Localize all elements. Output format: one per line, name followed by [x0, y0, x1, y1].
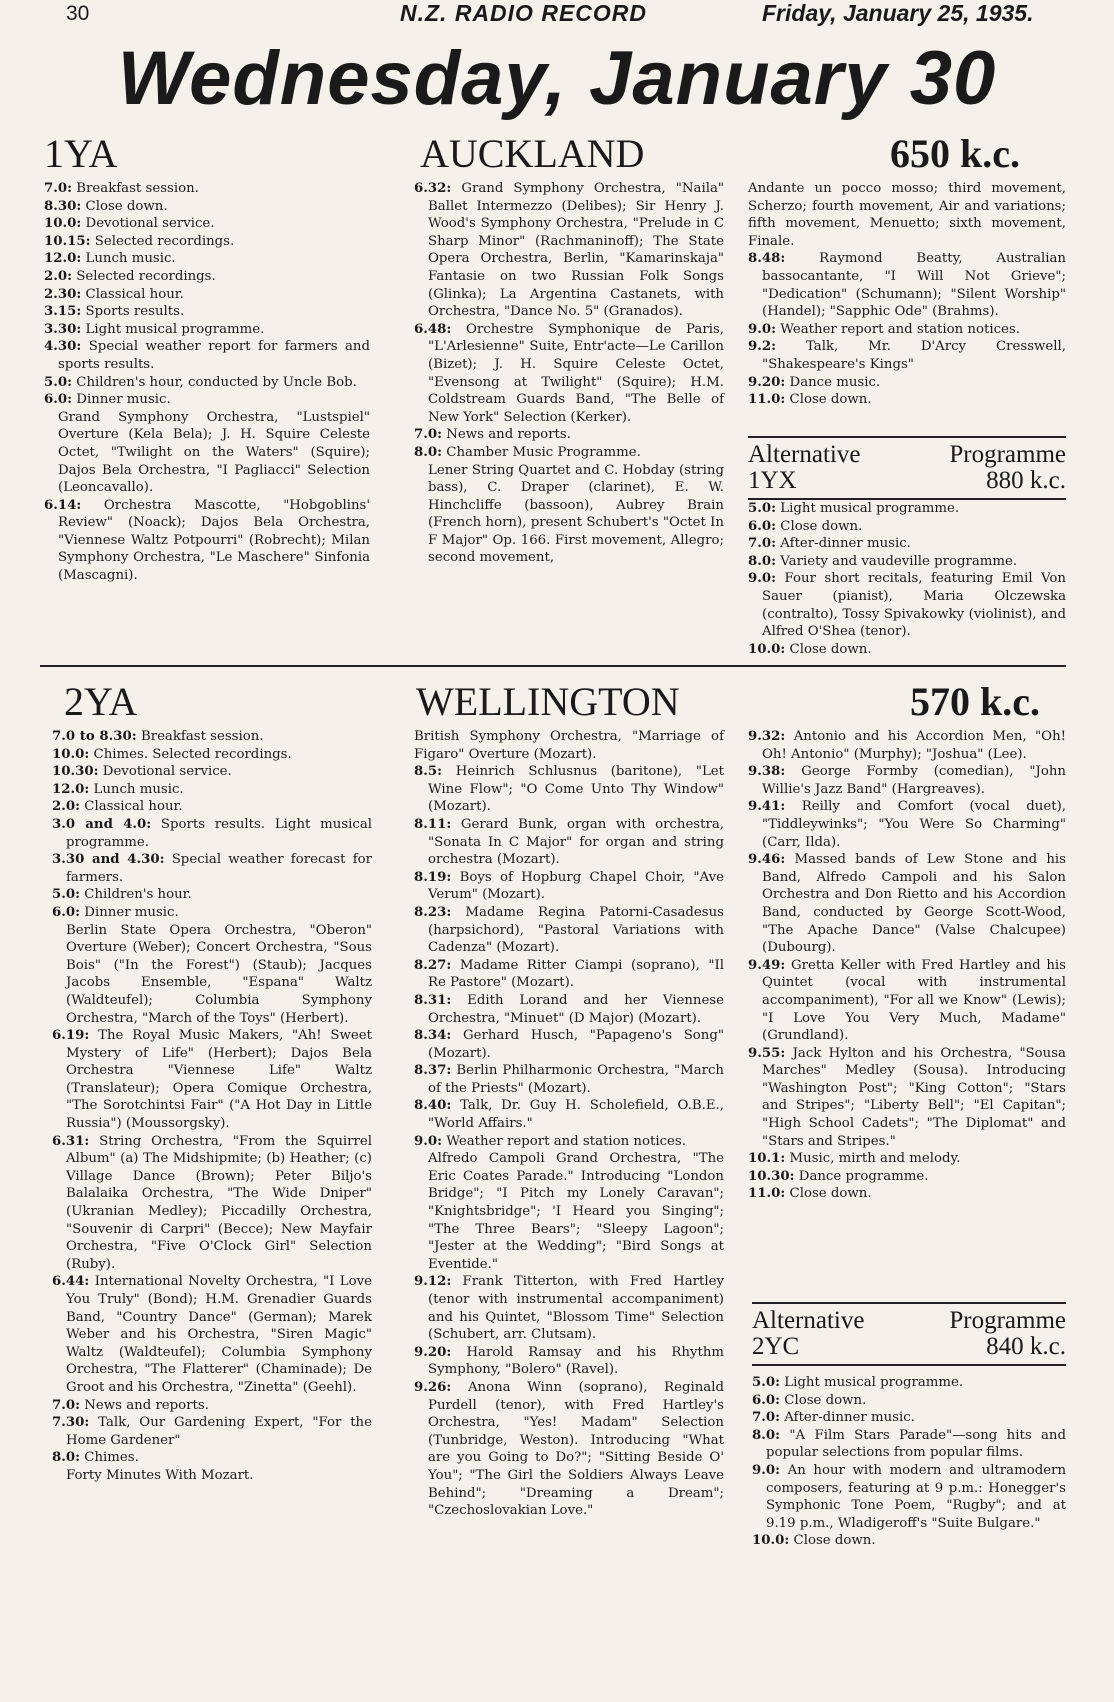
station-2ya-call: 2YA [64, 679, 138, 724]
entry-time: 6.0: [752, 1392, 781, 1408]
entry-text: Selected recordings. [76, 268, 216, 284]
entry-time: 9.41: [748, 799, 786, 815]
schedule-entry [414, 1027, 724, 1062]
entry-time: 2.0: [44, 268, 73, 284]
entry-time: 9.2: [748, 339, 777, 355]
schedule-entry [44, 497, 370, 585]
schedule-column-2yc [752, 1374, 1066, 1550]
schedule-column-2ya-1 [52, 728, 372, 1485]
entry-text: Anona Winn (soprano), Reginald Purdell (tenor), with Fred Hartley's Orchestra, "Yes! Madam" Selection (Tunbridge, Weston). Introducing "What are you Going to Do?"; "Sitting Beside O' You"; "The Girl the Soldiers Always Leave Behind"; "Dreaming a Dream"; "Czechoslovakian Love." [428, 1379, 724, 1519]
entry-time: 2.30: [44, 286, 82, 302]
entry-time: 6.31: [52, 1133, 90, 1149]
entry-time: 9.38: [748, 764, 786, 780]
entry-text: Madame Ritter Ciampi (soprano), "Il Re Pastore" (Mozart). [428, 957, 725, 991]
entry-text: Orchestre Symphonique de Paris, "L'Arlesienne" Suite, Entr'acte—Le Carillon (Bizet); J. H. Squire Celeste Octet, "Evensong at Twilight" (Squire); H.M. Coldstream Guards Band, "The Belle of New York" Selection (Kerker). [428, 321, 724, 425]
schedule-entry [52, 763, 372, 781]
entry-time: 10.15: [44, 233, 91, 249]
alt-freq: 880 k.c. [986, 467, 1066, 494]
entry-text: Music, mirth and melody. [789, 1151, 961, 1167]
entry-time: 9.46: [748, 852, 786, 868]
entry-time: 10.0: [44, 216, 82, 232]
schedule-entry [414, 1150, 724, 1273]
schedule-entry [52, 1273, 372, 1396]
page-header [0, 0, 1114, 32]
schedule-entry [752, 1462, 1066, 1532]
schedule-entry [52, 798, 372, 816]
entry-time: 7.0: [52, 1397, 81, 1413]
alt-label: Alternative [748, 441, 861, 468]
station-2ya-freq: 570 k.c. [910, 679, 1040, 724]
schedule-entry [52, 1449, 372, 1467]
entry-time: 5.0: [44, 374, 73, 390]
schedule-entry [44, 250, 370, 268]
entry-text: Devotional service. [85, 216, 215, 232]
entry-time: 7.0 to 8.30: [52, 729, 137, 744]
schedule-entry [52, 1133, 372, 1274]
entry-time: 9.49: [748, 957, 786, 973]
schedule-entry [414, 462, 724, 568]
entry-text: Chamber Music Programme. [446, 444, 641, 460]
entry-time: 7.0: [414, 427, 443, 443]
entry-time: 8.40: [414, 1098, 452, 1114]
entry-text: Talk, Our Gardening Expert, "For the Home Gardener" [66, 1415, 372, 1448]
entry-text: Chimes. [84, 1450, 139, 1466]
schedule-entry [44, 303, 370, 321]
entry-text: Close down. [780, 518, 863, 534]
entry-time: 10.30: [52, 764, 99, 780]
schedule-entry [52, 746, 372, 764]
schedule-entry [52, 1414, 372, 1449]
schedule-entry [414, 869, 724, 904]
entry-time: 5.0: [752, 1375, 781, 1390]
entry-time: 8.0: [414, 444, 443, 460]
schedule-entry [752, 1427, 1066, 1462]
entry-text: Light musical programme. [85, 321, 265, 337]
entry-time: 9.26: [414, 1379, 452, 1395]
alt-label: Alternative [752, 1307, 865, 1334]
schedule-entry [414, 728, 724, 763]
entry-time: 7.0: [748, 536, 777, 552]
schedule-entry [52, 1467, 372, 1485]
entry-time: 9.12: [414, 1274, 452, 1290]
entry-time: 11.0: [748, 392, 786, 408]
entry-text: Madame Regina Patorni-Casadesus (harpsichord), "Pastoral Variations with Cadenza" (Mozart). [428, 904, 724, 956]
schedule-entry [44, 338, 370, 373]
entry-time: 3.30: [44, 321, 82, 337]
entry-text: Chimes. Selected recordings. [93, 746, 292, 762]
entry-time: 10.0: [52, 746, 90, 762]
entry-text: Gerhard Husch, "Papageno's Song" (Mozart). [428, 1028, 724, 1061]
entry-text: Dinner music. [76, 392, 171, 408]
entry-text: Reilly and Comfort (vocal duet), "Tiddleywinks"; "You Were So Charming" (Carr, Ilda). [762, 799, 1066, 850]
schedule-column-1yx [748, 500, 1066, 658]
alt-programme-2yc [752, 1302, 1066, 1366]
entry-time: 8.31: [414, 992, 452, 1008]
entry-text: "A Film Stars Parade"—song hits and popular selections from popular films. [766, 1427, 1067, 1461]
entry-time: 8.34: [414, 1028, 452, 1044]
schedule-entry [748, 1150, 1066, 1168]
schedule-entry [748, 180, 1066, 250]
alt-programme-1yx [748, 436, 1066, 500]
entry-time: 5.0: [52, 887, 81, 903]
entry-text: Devotional service. [102, 764, 232, 780]
entry-text: News and reports. [84, 1397, 209, 1413]
entry-text: Frank Titterton, with Fred Hartley (tenor with instrumental accompaniment) and his Quintet, "Blossom Time" Selection (Schubert, arr. Clutsam). [428, 1274, 725, 1343]
station-2ya-city: WELLINGTON [416, 679, 680, 724]
schedule-entry [748, 535, 1066, 553]
station-1ya-city: AUCKLAND [420, 131, 645, 176]
schedule-entry [752, 1532, 1066, 1550]
schedule-entry [748, 250, 1066, 320]
alt-call: 2YC [752, 1333, 800, 1360]
schedule-entry [748, 500, 1066, 518]
alt-label-2: Programme [949, 441, 1066, 468]
schedule-entry [748, 321, 1066, 339]
entry-time: 7.30: [52, 1415, 90, 1431]
entry-time: 9.0: [414, 1133, 443, 1149]
entry-time: 8.0: [752, 1427, 781, 1443]
entry-text: Alfredo Campoli Grand Orchestra, "The Eric Coates Parade." Introducing "London Bridge"; "I Pitch my Lonely Caravan"; "Knightsbridge"; 'I Heard you Singing"; "The Three Bears"; "Sleepy Lagoon"; "Jester at the Wedding"; "Bird Songs at Eventide." [428, 1151, 724, 1272]
schedule-entry [748, 518, 1066, 536]
entry-text: After-dinner music. [780, 536, 911, 552]
entry-time: 9.0: [752, 1462, 781, 1478]
entry-text: Close down. [789, 1186, 872, 1202]
schedule-entry [748, 763, 1066, 798]
entry-time: 6.0: [44, 392, 73, 408]
entry-text: Raymond Beatty, Australian bassocantante, "I Will Not Grieve"; "Dedication" (Schumann); "Silent Worship" (Handel); "Sapphic Ode" (Brahms). [762, 251, 1066, 320]
entry-text: Heinrich Schlusnus (baritone), "Let Wine Flow"; "O Come Unto Thy Window" (Mozart). [428, 764, 724, 815]
schedule-entry [414, 1133, 724, 1151]
entry-time: 8.0: [748, 553, 777, 569]
schedule-entry [748, 851, 1066, 957]
entry-text: Orchestra Mascotte, "Hobgoblins' Review" (Noack); Dajos Bela Orchestra, "Viennese Waltz Potpourri" (Robrecht); Milan Symphony Orchestra, "Le Maschere" Sinfonia (Mascagni). [58, 497, 371, 584]
schedule-entry [44, 215, 370, 233]
entry-text: Breakfast session. [76, 181, 199, 196]
entry-time: 6.48: [414, 321, 452, 337]
entry-text: Variety and vaudeville programme. [780, 553, 1018, 569]
entry-text: Boys of Hopburg Chapel Choir, "Ave Verum" (Mozart). [428, 869, 724, 903]
entry-time: 11.0: [748, 1186, 786, 1202]
schedule-entry [748, 570, 1066, 640]
entry-text: International Novelty Orchestra, "I Love You Truly" (Bond); H.M. Grenadier Guards Band, "Country Dance" (German); Marek Weber and his Orchestra, "Siren Magic" Waltz (Waldteufel); Columbia Symphony Orchestra, "The Flatterer" (Chaminade); De Groot and his Orchestra, "Zinetta" (Geehl). [66, 1274, 372, 1395]
entry-text: Forty Minutes With Mozart. [66, 1467, 254, 1483]
entry-text: Close down. [789, 392, 872, 408]
schedule-entry [748, 391, 1066, 409]
entry-time: 10.0: [748, 641, 786, 657]
entry-text: Breakfast session. [140, 729, 264, 744]
entry-time: 6.0: [748, 518, 777, 534]
schedule-entry [748, 374, 1066, 392]
entry-text: Special weather forecast for farmers. [66, 852, 372, 885]
page-number: 30 [66, 2, 90, 25]
schedule-entry [44, 180, 370, 198]
entry-text: Grand Symphony Orchestra, "Naila" Ballet Intermezzo (Delibes); Sir Henry J. Wood's Symphony Orchestra, "Prelude in C Sharp Minor" (Rachmaninoff); The State Opera Orchestra, Berlin, "Kamarinskaja" Fantasie on two Russian Folk Songs (Glinka); La Argentina Castanets, with Orchestra, "Dance No. 5" (Granados). [428, 181, 724, 320]
schedule-entry [414, 763, 724, 816]
entry-time: 3.30 and 4.30: [52, 852, 165, 868]
entry-time: 8.48: [748, 251, 786, 267]
schedule-entry [414, 1273, 724, 1343]
entry-text: George Formby (comedian), "John Willie's Jazz Band" (Hargreaves). [762, 764, 1066, 797]
schedule-column-2ya-3 [748, 728, 1066, 1203]
entry-text: Weather report and station notices. [446, 1133, 686, 1149]
entry-time: 8.23: [414, 904, 452, 920]
entry-text: Talk, Dr. Guy H. Scholefield, O.B.E., "World Affairs." [428, 1098, 724, 1132]
schedule-entry [52, 728, 372, 746]
schedule-entry [414, 957, 724, 992]
entry-time: 6.19: [52, 1028, 90, 1044]
schedule-entry [748, 641, 1066, 659]
schedule-entry [748, 957, 1066, 1045]
paper-title: N.Z. RADIO RECORD [400, 0, 647, 26]
schedule-entry [52, 781, 372, 799]
schedule-column-2ya-2 [414, 728, 724, 1520]
entry-text: Lunch music. [93, 781, 184, 797]
entry-text: Harold Ramsay and his Rhythm Symphony, "Bolero" (Ravel). [428, 1344, 724, 1378]
schedule-entry [52, 851, 372, 886]
schedule-column-1ya-2 [414, 180, 724, 567]
station-1ya-call: 1YA [44, 131, 118, 176]
schedule-entry [52, 886, 372, 904]
entry-time: 8.30: [44, 198, 82, 214]
entry-time: 12.0: [52, 781, 90, 797]
schedule-entry [52, 1027, 372, 1133]
section-divider [40, 665, 1066, 667]
schedule-entry [752, 1374, 1066, 1392]
schedule-entry [52, 1397, 372, 1415]
entry-time: 3.0 and 4.0: [52, 816, 152, 832]
entry-time: 2.0: [52, 799, 81, 815]
entry-time: 8.11: [414, 816, 452, 832]
schedule-entry [748, 798, 1066, 851]
alt-freq: 840 k.c. [986, 1333, 1066, 1360]
entry-time: 9.0: [748, 571, 777, 587]
station-1ya-freq: 650 k.c. [890, 131, 1020, 176]
entry-text: Jack Hylton and his Orchestra, "Sousa Marches" Medley (Sousa). Introducing "Washington Post"; "King Cotton"; "Stars and Stripes"; "Liberty Bell"; "El Capitan"; "High School Cadets"; "The Diplomat" and "Stars and Stripes." [762, 1045, 1066, 1149]
entry-time: 12.0: [44, 251, 82, 267]
entry-text: The Royal Music Makers, "Ah! Sweet Mystery of Life" (Herbert); Dajos Bela Orchestra "Viennese Life" Waltz (Translateur); Opera Comique Orchestra, "The Sorotchintsi Fair" ("A Hot Day in Little Russia") (Moussorgsky). [66, 1028, 373, 1132]
schedule-entry [748, 1168, 1066, 1186]
entry-text: Lunch music. [85, 251, 176, 267]
entry-time: 6.14: [44, 497, 82, 513]
schedule-entry [44, 268, 370, 286]
schedule-entry [414, 426, 724, 444]
schedule-entry [52, 922, 372, 1028]
entry-text: Gerard Bunk, organ with orchestra, "Sonata In C Major" for organ and string orchestra (Mozart). [428, 816, 724, 868]
schedule-entry [414, 816, 724, 869]
entry-time: 8.19: [414, 869, 452, 885]
schedule-entry [414, 904, 724, 957]
day-heading: Wednesday, January 30 [117, 36, 997, 121]
entry-time: 10.0: [752, 1533, 790, 1549]
schedule-entry [752, 1392, 1066, 1410]
alt-call: 1YX [748, 467, 797, 494]
entry-text: Gretta Keller with Fred Hartley and his Quintet (vocal with instrumental accompaniment), "For all we Know" (Lewis); "I Love You Very Much, Madame" (Grundland). [762, 957, 1066, 1044]
entry-time: 8.5: [414, 764, 443, 780]
entry-time: 7.0: [44, 181, 73, 196]
entry-time: 8.37: [414, 1063, 452, 1079]
entry-text: Four short recitals, featuring Emil Von Sauer (pianist), Maria Olczewska (contralto), Tossy Spivakowky (violinist), and Alfred O'Shea (tenor). [762, 571, 1066, 640]
entry-text: Children's hour. [84, 887, 192, 903]
entry-text: Sports results. Light musical programme. [66, 816, 372, 850]
entry-time: 9.55: [748, 1045, 786, 1061]
entry-time: 9.32: [748, 729, 786, 744]
schedule-entry [44, 409, 370, 497]
schedule-entry [748, 553, 1066, 571]
entry-text: After-dinner music. [784, 1410, 915, 1426]
entry-time: 9.0: [748, 321, 777, 337]
entry-text: Light musical programme. [784, 1375, 964, 1390]
entry-text: Close down. [789, 641, 872, 657]
entry-text: Grand Symphony Orchestra, "Lustspiel" Overture (Kela Bela); J. H. Squire Celeste Octet, "Twilight on the Waters" (Squire); Dajos Bela Orchestra, "I Pagliacci" Selection (Leoncavallo). [58, 409, 370, 496]
entry-text: Lener String Quartet and C. Hobday (string bass), C. Draper (clarinet), E. W. Hinchcliffe (bassoon), Aubrey Brain (French horn), present Schubert's "Octet In F Major" Op. 166. First movement, Allegro; second movement, [428, 462, 724, 566]
entry-text: Close down. [85, 198, 168, 214]
entry-time: 7.0: [752, 1410, 781, 1426]
schedule-entry [414, 321, 724, 427]
entry-text: Andante un pocco mosso; third movement, Scherzo; fourth movement, Air and variations; fifth movement, Menuetto; sixth movement, Finale. [748, 181, 1066, 249]
entry-time: 6.0: [52, 904, 81, 920]
entry-text: Light musical programme. [780, 501, 960, 516]
schedule-entry [748, 728, 1066, 763]
schedule-entry [414, 1344, 724, 1379]
entry-time: 9.20: [414, 1344, 452, 1360]
entry-text: Dance programme. [798, 1168, 929, 1184]
entry-time: 4.30: [44, 339, 82, 355]
schedule-entry [414, 1062, 724, 1097]
schedule-entry [44, 374, 370, 392]
schedule-entry [44, 198, 370, 216]
issue-date: Friday, January 25, 1935. [762, 0, 1034, 26]
entry-text: Classical hour. [84, 799, 183, 815]
entry-text: Special weather report for farmers and sports results. [58, 339, 370, 372]
entry-time: 6.44: [52, 1274, 90, 1290]
entry-text: Berlin Philharmonic Orchestra, "March of the Priests" (Mozart). [428, 1063, 724, 1096]
entry-text: An hour with modern and ultramodern composers, featuring at 9 p.m.: Honegger's Symphonic Tone Poem, "Rugby"; and at 9.19 p.m., Wladigeroff's "Suite Bulgare." [766, 1462, 1067, 1531]
schedule-column-1ya-1 [44, 180, 370, 585]
entry-text: Massed bands of Lew Stone and his Band, Alfredo Campoli and his Salon Orchestra and Don Rietto and his Accordion Band, conducted by George Scott-Wood, "The Apache Dance" (Valse Chalcupee) (Dubourg). [762, 852, 1067, 956]
schedule-entry [414, 1097, 724, 1132]
entry-time: 10.1: [748, 1151, 786, 1167]
schedule-entry [52, 904, 372, 922]
entry-text: Dinner music. [84, 904, 179, 920]
alt-label-2: Programme [949, 1307, 1066, 1334]
entry-time: 6.32: [414, 181, 452, 196]
schedule-entry [748, 338, 1066, 373]
schedule-entry [52, 816, 372, 851]
schedule-column-1ya-3 [748, 180, 1066, 409]
entry-text: Berlin State Opera Orchestra, "Oberon" Overture (Weber); Concert Orchestra, "Sous Bois" ("In the Forest") (Staub); Jacques Jacobs Ensemble, "Espana" Waltz (Waldteufel); Columbia Symphony Orchestra, "March of the Toys" (Herbert). [66, 922, 372, 1026]
schedule-entry [44, 391, 370, 409]
entry-text: Selected recordings. [94, 233, 235, 249]
entry-time: 8.27: [414, 957, 452, 973]
schedule-entry [44, 321, 370, 339]
entry-text: Close down. [784, 1392, 867, 1408]
schedule-entry [44, 286, 370, 304]
schedule-entry [44, 233, 370, 251]
schedule-entry [748, 1045, 1066, 1151]
entry-time: 10.30: [748, 1168, 795, 1184]
entry-text: Close down. [793, 1533, 876, 1549]
entry-time: 3.15: [44, 304, 82, 320]
schedule-entry [414, 992, 724, 1027]
entry-text: Classical hour. [85, 286, 184, 302]
schedule-entry [414, 180, 724, 321]
entry-text: Talk, Mr. D'Arcy Cresswell, "Shakespeare's Kings" [762, 339, 1067, 372]
entry-text: String Orchestra, "From the Squirrel Album" (a) The Midshipmite; (b) Heather; (c) Village Dance (Brown); Peter Biljo's Balalaika Orchestra, "The Wide Dniper" (Ukranian Medley); Piccadilly Orchestra, "Souvenir di Carpri" (Becce); New Mayfair Orchestra, "Five O'Clock Girl" Selection (Ruby). [66, 1133, 372, 1272]
schedule-entry [414, 1379, 724, 1520]
entry-text: Children's hour, conducted by Uncle Bob. [76, 374, 357, 390]
entry-text: Weather report and station notices. [780, 321, 1020, 337]
entry-text: Edith Lorand and her Viennese Orchestra, "Minuet" (D Major) (Mozart). [428, 992, 725, 1026]
entry-time: 9.20: [748, 374, 786, 390]
entry-text: Antonio and his Accordion Men, "Oh! Oh! Antonio" (Murphy); "Joshua" (Lee). [762, 729, 1066, 762]
entry-text: News and reports. [446, 427, 571, 443]
entry-time: 8.0: [52, 1450, 81, 1466]
schedule-entry [414, 444, 724, 462]
entry-time: 5.0: [748, 501, 777, 516]
entry-text: Dance music. [789, 374, 881, 390]
entry-text: British Symphony Orchestra, "Marriage of Figaro" Overture (Mozart). [414, 729, 724, 762]
entry-text: Sports results. [85, 304, 185, 320]
schedule-entry [748, 1185, 1066, 1203]
schedule-entry [752, 1409, 1066, 1427]
